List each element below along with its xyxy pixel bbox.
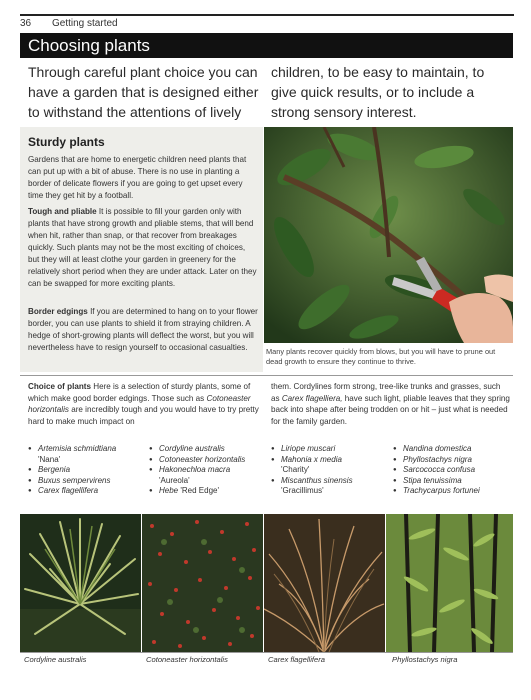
choice-italic-1: Cotoneaster horizontalis <box>28 393 251 414</box>
list-item: ● Hebe 'Red Edge' <box>149 486 267 497</box>
page-title: Choosing plants <box>28 36 150 55</box>
border-edgings-text: If you are determined to hang on to your flower border, you can use plants to shield it from straying children. A hedge of short-growing plants will deflect the worst, but you will nevertheless have to resign yourself to occasional casualties. <box>28 307 258 352</box>
phyllostachys-image <box>386 514 513 652</box>
choice-text-2: are incredibly tough and you would have to try pretty hard to make much impact on <box>28 405 259 426</box>
sturdy-paragraph-1: Gardens that are home to energetic children need plants that can put up with a bit of abuse. There is no use in planting a border of delicate flowers if you are going to get upset every time they get hit by a football. <box>28 155 247 200</box>
choice-right-text-2: have such light, pliable leaves that they spring back into shape after being trodden on or hit – just what is needed for the family garden. <box>271 393 510 426</box>
cordyline-image <box>20 514 141 652</box>
carex-photo <box>264 514 385 652</box>
page-number: 36 <box>20 18 32 29</box>
choice-right-italic: Carex flagelliera, <box>281 393 343 403</box>
tough-pliable-heading: Tough and pliable <box>28 207 97 216</box>
list-item: ● Cotoneaster horizontalis <box>149 455 267 466</box>
caption-cordyline: Cordyline australis <box>24 655 87 664</box>
caption-cotoneaster: Cotoneaster horizontalis <box>146 655 228 664</box>
list-item: ● Liriope muscari <box>271 444 389 455</box>
sturdy-plants-heading: Sturdy plants <box>28 135 105 149</box>
list-item: ● Miscanthus sinensis 'Gracillimus' <box>271 476 389 497</box>
caption-carex: Carex flagellifera <box>268 655 325 664</box>
sturdy-paragraph-2 <box>28 206 258 290</box>
caption-phyllostachys: Phyllostachys nigra <box>392 655 458 664</box>
intro-right: children, to be easy to maintain, to give quick results, or to include a strong sensory interest. <box>271 64 485 120</box>
cordyline-photo <box>20 514 141 652</box>
header-rule <box>20 14 514 16</box>
list-item: ● Stipa tenuissima <box>393 476 513 487</box>
carex-image <box>264 514 385 652</box>
list-item: ● Bergenia <box>28 465 143 476</box>
list-item: ● Carex flagellifera <box>28 486 143 497</box>
list-item: ● Mahonia x media 'Charity' <box>271 455 389 476</box>
list-item: ● Cordyline australis <box>149 444 267 455</box>
cotoneaster-photo <box>142 514 263 652</box>
pruning-photo <box>264 127 513 343</box>
cotoneaster-image <box>142 514 263 652</box>
list-item: ● Buxus sempervirens <box>28 476 143 487</box>
list-item: ● Hakonechloa macra 'Aureola' <box>149 465 267 486</box>
plant-list-3 <box>271 444 389 497</box>
tough-pliable-text: It is possible to fill your garden only with plants that have strong growth and pliable stems, that will bend when hit, rather than snap, or that recover from breakages quickly. Such plants may not be the most exciting of choices, but they will at least clothe your garden in greenery for the relatively short period when they are under attack. Later on they can be swapped for more exciting plants. <box>28 207 257 288</box>
intro-left: Through careful plant choice you can have a garden that is designed either to withstand the attentions of lively <box>28 64 259 120</box>
plant-list-4 <box>393 444 513 497</box>
choice-right-text-1: them. Cordylines form strong, tree-like trunks and grasses, such as <box>271 382 501 403</box>
photo-caption-rule <box>20 652 513 653</box>
list-item: ● Artemisia schmidtiana 'Nana' <box>28 444 143 465</box>
choice-of-plants-right <box>271 381 511 427</box>
list-item: ● Sarcococca confusa <box>393 465 513 476</box>
section-name: Getting started <box>52 18 118 29</box>
choice-text-1: Here is a selection of sturdy plants, some of which make good border edgings. Those such as <box>28 382 251 403</box>
sturdy-paragraph-3 <box>28 306 258 354</box>
border-edgings-heading: Border edgings <box>28 307 88 316</box>
phyllostachys-photo <box>386 514 513 652</box>
plant-list-1 <box>28 444 143 497</box>
pruning-caption: Many plants recover quickly from blows, but you will have to prune out dead growth to ensure they continue to thrive. <box>266 347 496 366</box>
list-item: ● Nandina domestica <box>393 444 513 455</box>
section-divider <box>20 375 513 376</box>
choice-heading: Choice of plants <box>28 382 91 391</box>
list-item: ● Phyllostachys nigra <box>393 455 513 466</box>
list-item: ● Trachycarpus fortunei <box>393 486 513 497</box>
choice-of-plants-left <box>28 381 262 427</box>
pruning-photo-image <box>264 127 513 343</box>
plant-list-2 <box>149 444 267 497</box>
